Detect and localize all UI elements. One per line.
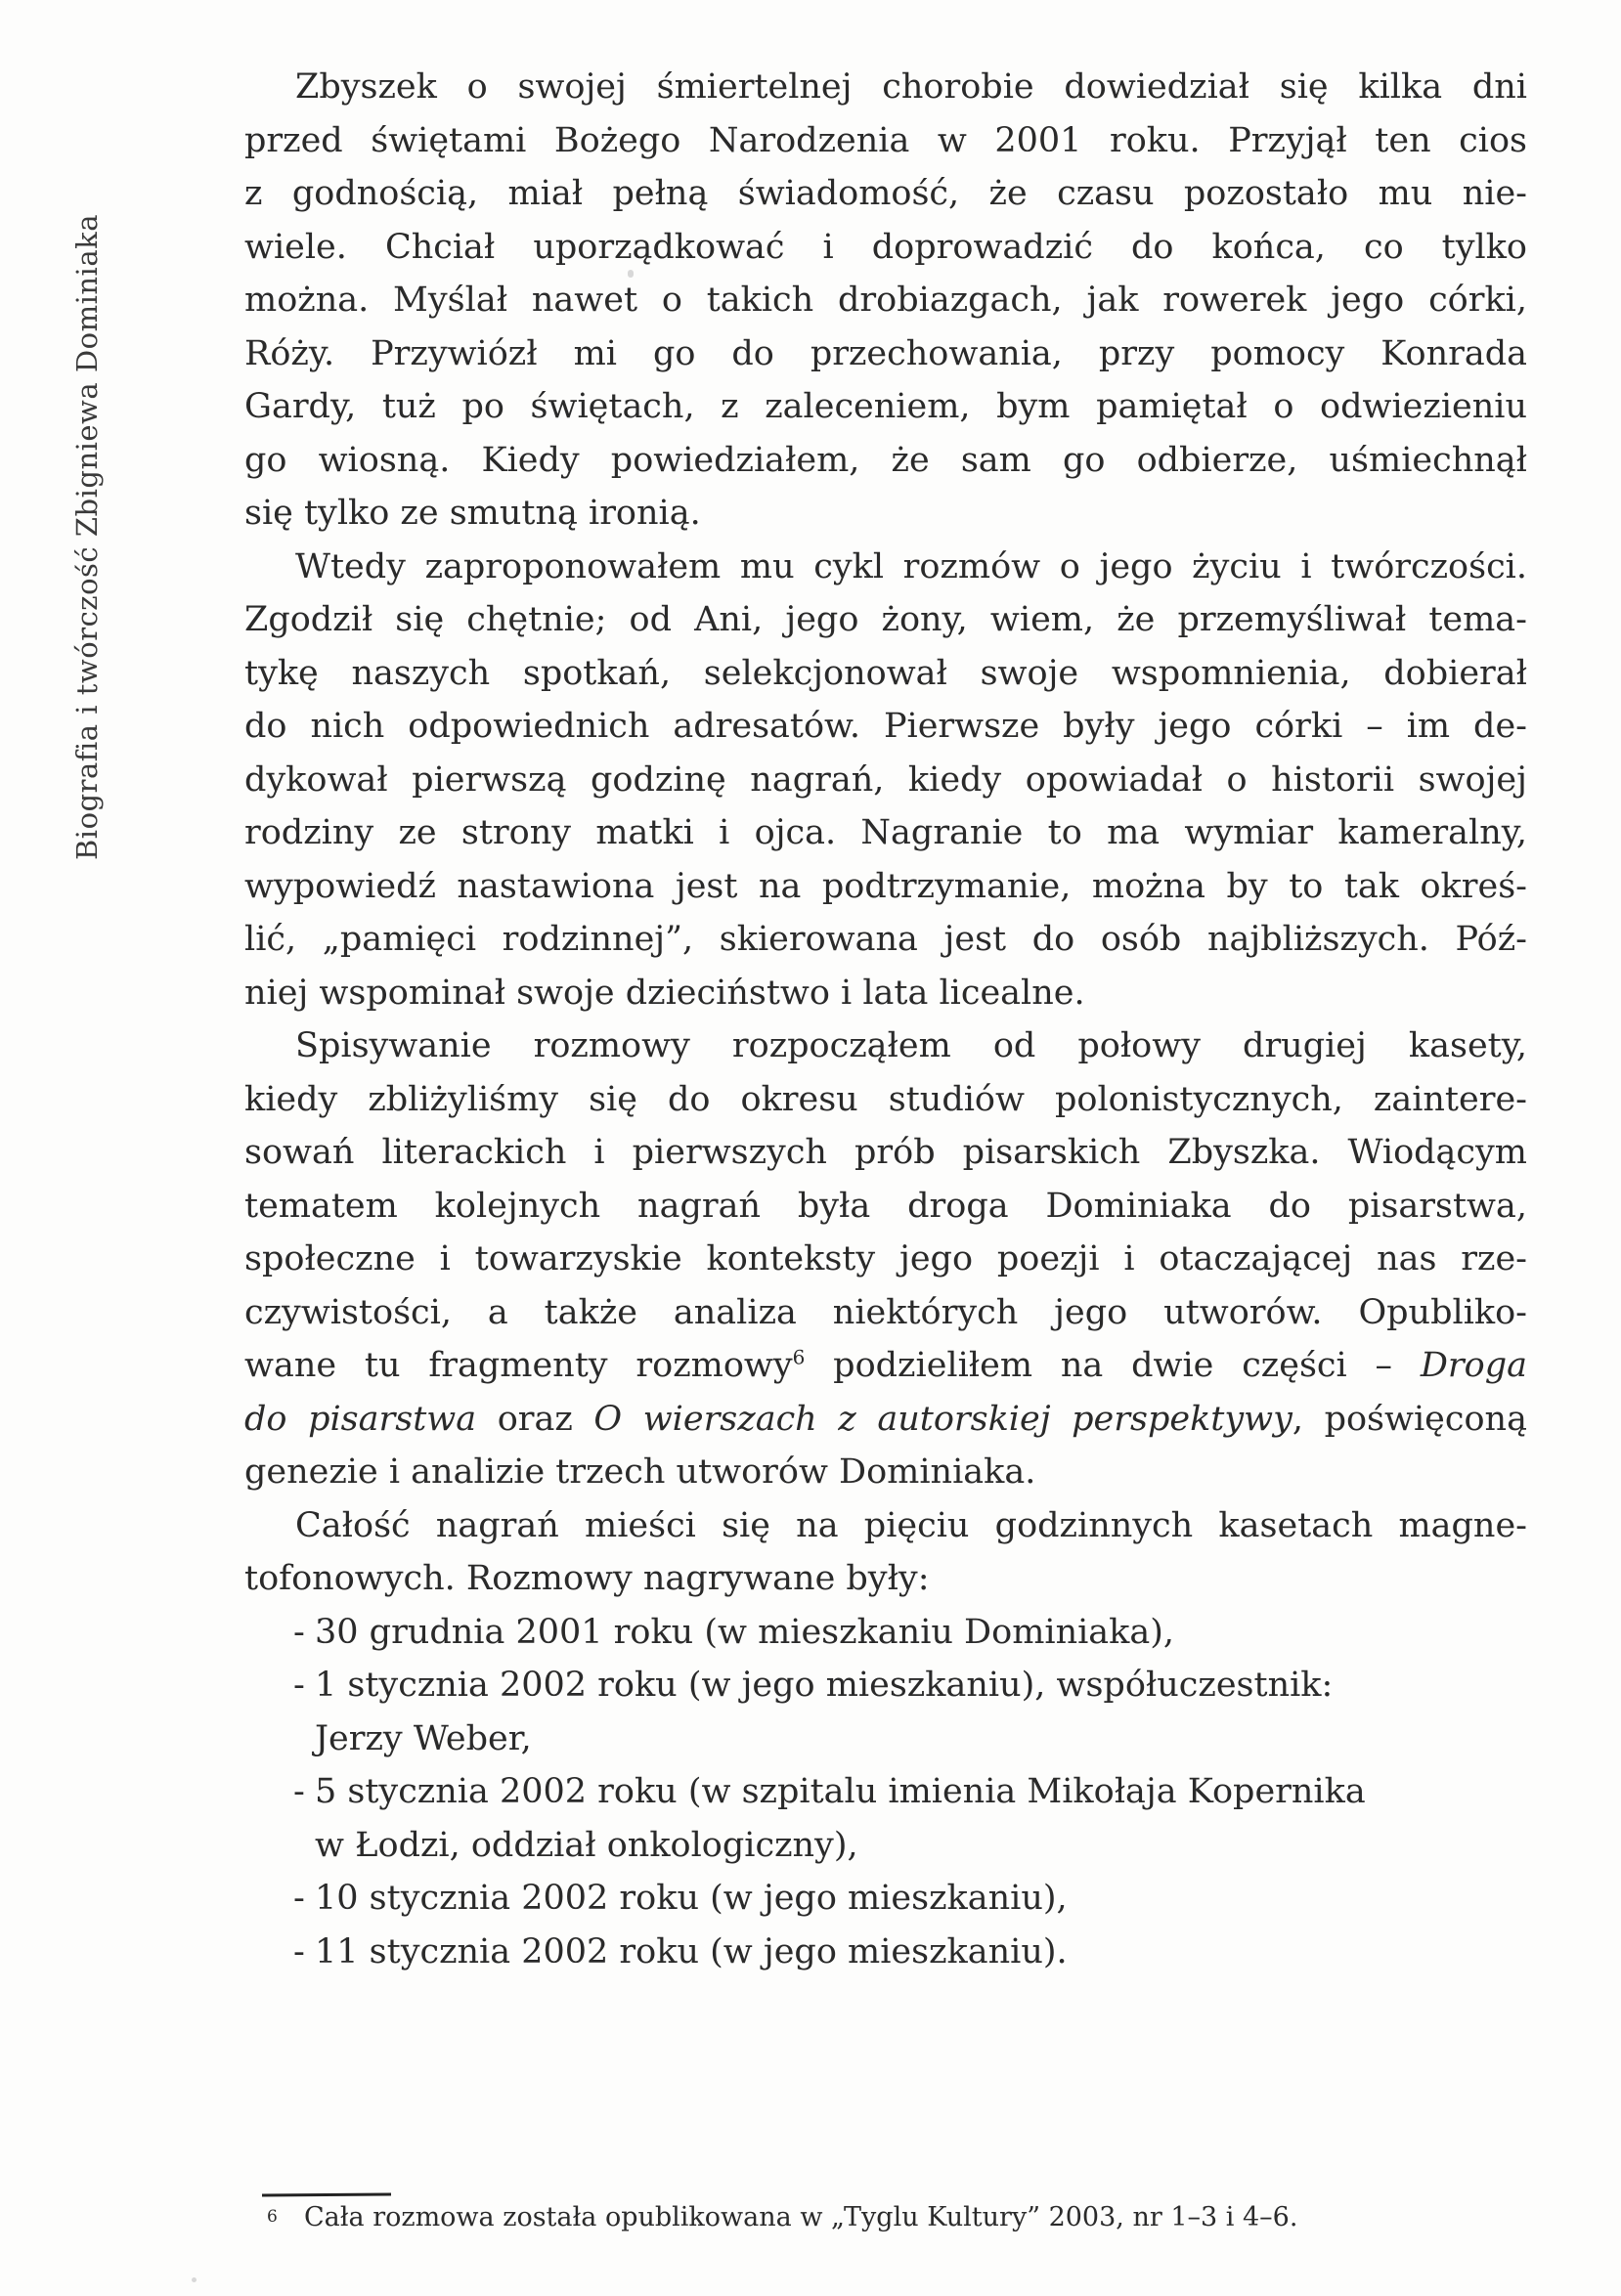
italic-title: O wierszach z autorskiej perspektywy: [593, 1399, 1292, 1439]
text-line: z godnością, miał pełną świadomość, że czasu pozostało mu nie-: [244, 174, 1527, 213]
italic-title: do pisarstwa: [244, 1399, 477, 1439]
list-item: [244, 1872, 1527, 1926]
text-line: czywistości, a także analiza niektórych jego utworów. Opubliko-: [244, 1292, 1527, 1332]
text-line: wypowiedź nastawiona jest na podtrzymanie, można by to tak okreś-: [244, 866, 1527, 906]
text-line: rodziny ze strony matki i ojca. Nagranie to ma wymiar kameralny,: [244, 813, 1527, 852]
list-item-text: 1 stycznia 2002 roku (w jego mieszkaniu), współuczestnik:: [315, 1666, 1334, 1705]
text-line: lić, „pamięci rodzinnej”, skierowana jest do osób najbliższych. Póź-: [244, 920, 1527, 959]
text-line: niej wspominał swoje dzieciństwo i lata licealne.: [244, 973, 1085, 1013]
text-line: genezie i analizie trzech utworów Dominiaka.: [244, 1452, 1036, 1492]
scan-artifact: [192, 2277, 197, 2282]
text-run: podzieliłem na dwie części –: [805, 1346, 1421, 1385]
list-item-text: 30 grudnia 2001 roku (w mieszkaniu Dominiaka),: [315, 1612, 1175, 1652]
footnote-text: Cała rozmowa została opublikowana w „Tyglu Kultury” 2003, nr 1–3 i 4–6.: [304, 2202, 1298, 2232]
dash-bullet: -: [293, 1772, 305, 1811]
recordings-list: [244, 1606, 1527, 1979]
text-line: Zgodził się chętnie; od Ani, jego żony, wiem, że przemyśliwał tema-: [244, 600, 1527, 639]
text-line: dykował pierwszą godzinę nagrań, kiedy opowiadał o historii swojej: [244, 759, 1527, 800]
text-line: Róży. Przywiózł mi go do przechowania, przy pomocy Konrada: [244, 333, 1527, 373]
dash-bullet: -: [293, 1879, 305, 1918]
text-line: Spisywanie rozmowy rozpocząłem od połowy drugiej kasety,: [295, 1026, 1527, 1065]
footnote-reference[interactable]: 6: [792, 1345, 806, 1369]
list-item-text: 5 stycznia 2002 roku (w szpitalu imienia Mikołaja Kopernika: [315, 1772, 1366, 1811]
list-item: [244, 1606, 1527, 1660]
italic-title: Droga: [1420, 1346, 1527, 1385]
text-line: można. Myślał nawet o takich drobiazgach, jak rowerek jego córki,: [244, 281, 1527, 320]
paragraph-4: [244, 1499, 1527, 1606]
paragraph-2: [244, 541, 1527, 1020]
footnote: [267, 2197, 1297, 2237]
text-line: tematem kolejnych nagrań była droga Dominiaka do pisarstwa,: [244, 1186, 1527, 1226]
list-item: [244, 1765, 1527, 1872]
text-line: Wtedy zaproponowałem mu cykl rozmów o jego życiu i twórczości.: [295, 546, 1527, 586]
list-item-continuation: Jerzy Weber,: [315, 1718, 532, 1758]
paragraph-3: [244, 1019, 1527, 1499]
text-line: go wiosną. Kiedy powiedziałem, że sam go odbierze, uśmiechnął: [244, 440, 1527, 480]
text-line: [244, 1393, 1527, 1447]
text-line: przed świętami Bożego Narodzenia w 2001 roku. Przyjął ten cios: [244, 120, 1527, 160]
text-line: tykę naszych spotkań, selekcjonował swoje wspomnienia, dobierał: [244, 653, 1527, 693]
footnote-number: 6: [267, 2207, 278, 2227]
list-item: [244, 1659, 1527, 1765]
text-run: wane tu fragmenty rozmowy: [244, 1346, 793, 1385]
text-line: społeczne i towarzyskie konteksty jego poezji i otaczającej nas rze-: [244, 1239, 1527, 1278]
text-line: kiedy zbliżyliśmy się do okresu studiów polonistycznych, zaintere-: [244, 1079, 1527, 1119]
list-item-text: 11 stycznia 2002 roku (w jego mieszkaniu).: [315, 1931, 1068, 1971]
text-line: [244, 1339, 1527, 1393]
body-text: [244, 61, 1527, 1978]
paragraph-1: [244, 61, 1527, 541]
text-line: do nich odpowiednich adresatów. Pierwsze były jego córki – im de-: [244, 707, 1527, 746]
list-item-text: 10 stycznia 2002 roku (w jego mieszkaniu),: [315, 1879, 1068, 1918]
footnote-separator: [262, 2193, 391, 2197]
text-line: tofonowych. Rozmowy nagrywane były:: [244, 1559, 930, 1598]
text-line: się tylko ze smutną ironią.: [244, 494, 701, 533]
dash-bullet: -: [293, 1931, 305, 1971]
running-head: Biografia i twórczość Zbigniewa Dominiaka: [70, 214, 104, 860]
scan-artifact: [628, 270, 634, 278]
text-line: wiele. Chciał uporządkować i doprowadzić do końca, co tylko: [244, 227, 1527, 267]
dash-bullet: -: [293, 1612, 305, 1652]
text-line: Gardy, tuż po świętach, z zaleceniem, bym pamiętał o odwiezieniu: [244, 387, 1527, 426]
text-line: Całość nagrań mieści się na pięciu godzinnych kasetach magne-: [295, 1505, 1527, 1545]
text-line: Zbyszek o swojej śmiertelnej chorobie dowiedział się kilka dni: [295, 67, 1527, 107]
dash-bullet: -: [293, 1666, 305, 1705]
text-run: , poświęconą: [1292, 1399, 1527, 1439]
list-item: [244, 1926, 1527, 1979]
list-item-continuation: w Łodzi, oddział onkologiczny),: [315, 1825, 858, 1865]
text-line: sowań literackich i pierwszych prób pisarskich Zbyszka. Wiodącym: [244, 1133, 1527, 1172]
text-run: oraz: [476, 1399, 594, 1439]
